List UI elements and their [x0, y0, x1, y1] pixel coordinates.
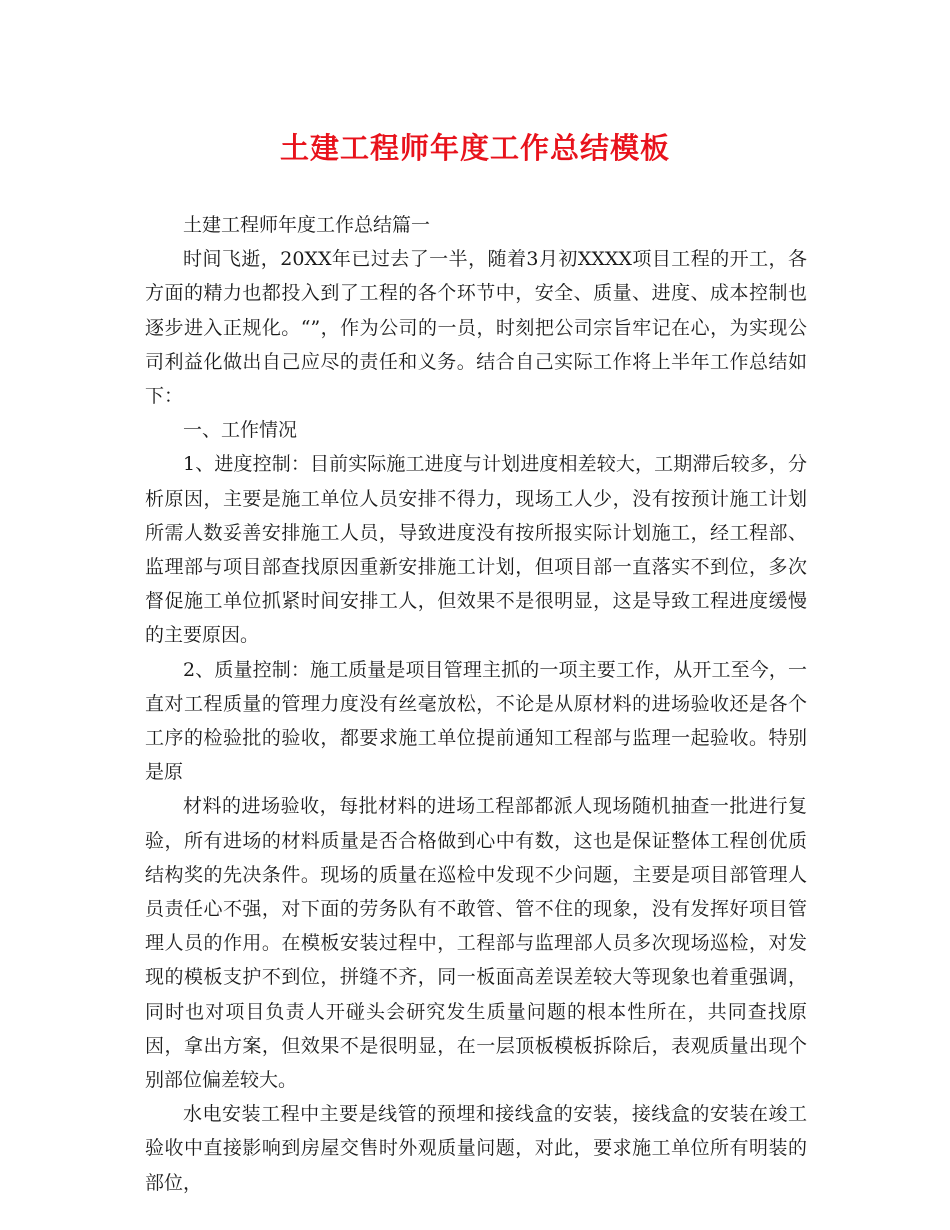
- paragraph-progress-control: 1、进度控制：目前实际施工进度与计划进度相差较大，工期滞后较多，分析原因，主要是施工单位人员安排不得力，现场工人少，没有按预计施工计划所需人数妥善安排施工人员，导致进度没有按所报实际计划施工，经工程部、监理部与项目部查找原因重新安排施工计划，但项目部一直落实不到位，多次督促施工单位抓紧时间安排工人，但效果不是很明显，这是导致工程进度缓慢的主要原因。: [145, 453, 807, 647]
- paragraph-intro: 时间飞逝，20XX年已过去了一半，随着3月初XXXX项目工程的开工，各方面的精力也都投入到了工程的各个环节中，安全、质量、进度、成本控制也逐步进入正规化。“”，作为公司的一员，时刻把公司宗旨牢记在心，为实现公司利益化做出自己应尽的责任和义务。结合自己实际工作将上半年工作总结如下：: [145, 248, 807, 408]
- document-body: [145, 208, 807, 1200]
- section-heading-article-one: 土建工程师年度工作总结篇一: [183, 214, 431, 236]
- paragraph-quality-control: 2、质量控制：施工质量是项目管理主抓的一项主要工作，从开工至今，一直对工程质量的管理力度没有丝毫放松，不论是从原材料的进场验收还是各个工序的检验批的验收，都要求施工单位提前通知工程部与监理一起验收。特别是原: [145, 658, 807, 784]
- document-title: 土建工程师年度工作总结模板: [279, 131, 670, 165]
- section-heading-work-status: 一、工作情况: [183, 419, 298, 442]
- paragraph-plumbing-electrical: 水电安装工程中主要是线管的预埋和接线盒的安装，接线盒的安装在竣工验收中直接影响到房屋交售时外观质量问题，对此，要求施工单位所有明装的部位，: [145, 1103, 807, 1194]
- paragraph-material-inspection: 材料的进场验收，每批材料的进场工程部都派人现场随机抽查一批进行复验，所有进场的材料质量是否合格做到心中有数，这也是保证整体工程创优质结构奖的先决条件。现场的质量在巡检中发现不少问题，主要是项目部管理人员责任心不强，对下面的劳务队有不敢管、管不住的现象，没有发挥好项目管理人员的作用。在模板安装过程中，工程部与监理部人员多次现场巡检，对发现的模板支护不到位，拼缝不齐，同一板面高差误差较大等现象也着重强调，同时也对项目负责人开碰头会研究发生质量问题的根本性所在，共同查找原因，拿出方案，但效果不是很明显，在一层顶板模板拆除后，表观质量出现个别部位偏差较大。: [145, 795, 807, 1092]
